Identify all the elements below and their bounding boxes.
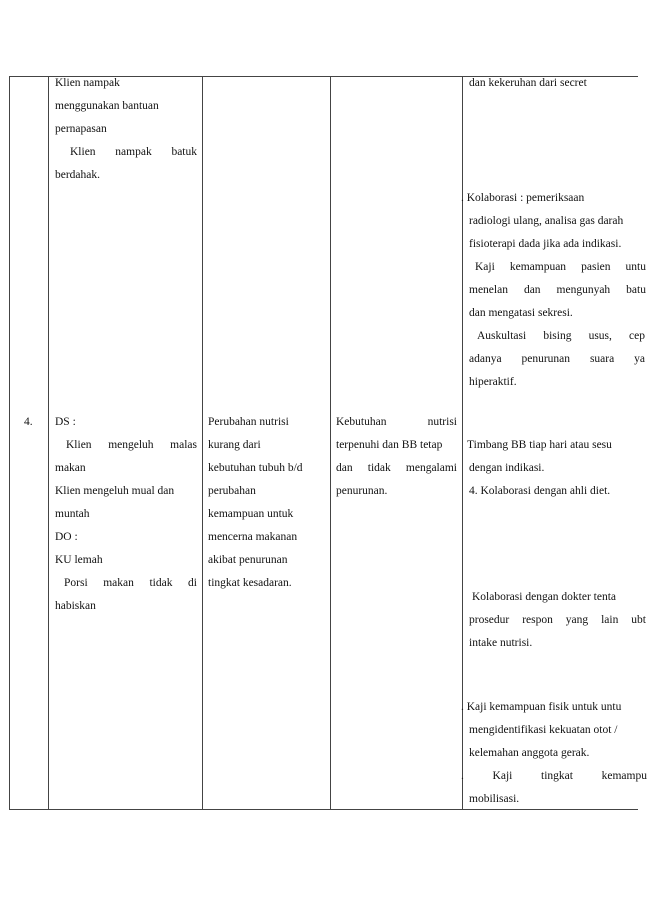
intervention-line-justified (469, 283, 646, 298)
word: ubt (631, 614, 646, 626)
word: bising (543, 330, 572, 342)
word: mengeluh (108, 439, 154, 451)
intervention-line-justified (469, 352, 645, 367)
word: kemampu (601, 770, 647, 782)
goal-line-justified (336, 461, 457, 476)
data-line-justified (66, 438, 197, 453)
word: nampak (115, 146, 152, 158)
data-line: muntah (55, 508, 90, 520)
goal-line-justified (336, 415, 457, 430)
word: adanya (469, 353, 502, 365)
word: Auskultasi (477, 330, 527, 342)
word: yang (565, 614, 589, 626)
word: batu (626, 284, 646, 296)
word: ya (634, 353, 645, 365)
data-line-justified (64, 576, 197, 591)
word: tidak (367, 462, 391, 474)
diagnosis-line: tingkat kesadaran. (208, 577, 292, 589)
word: menelan (469, 284, 508, 296)
word: untu (625, 261, 646, 273)
data-line: Klien mengeluh mual dan (55, 485, 175, 497)
word: respon (522, 614, 553, 626)
word: tingkat (541, 770, 573, 782)
intervention-line-justified (475, 260, 646, 275)
word: mengunyah (556, 284, 611, 296)
word: Klien (66, 439, 92, 451)
diagnosis-line: akibat penurunan (208, 554, 288, 566)
word: malas (170, 439, 197, 451)
intervention-line: mengidentifikasi kekuatan otot / (469, 724, 618, 736)
data-line: menggunakan bantuan (55, 100, 159, 112)
word: cep (629, 330, 645, 342)
intervention-line: 4. Kolaborasi dengan ahli diet. (469, 485, 611, 497)
diagnosis-line: kebutuhan tubuh b/d (208, 462, 303, 474)
diagnosis-line: mencerna makanan (208, 531, 298, 543)
diagnosis-line: Perubahan nutrisi (208, 416, 289, 428)
word: pasien (581, 261, 611, 273)
intervention-line: . Kolaborasi : pemeriksaan (461, 192, 585, 204)
data-line: KU lemah (55, 554, 103, 566)
column-divider (48, 76, 49, 809)
intervention-line: Kolaborasi dengan dokter tenta (472, 591, 617, 603)
word: Porsi (64, 577, 88, 589)
word: Kaji (475, 261, 495, 273)
word: Klien (70, 146, 96, 158)
intervention-line: dan mengatasi sekresi. (469, 307, 573, 319)
table-bottom-border (9, 809, 638, 810)
intervention-line-justified (461, 769, 647, 784)
word: makan (103, 577, 134, 589)
word: penurunan (521, 353, 571, 365)
column-divider (202, 76, 203, 809)
word: mengalami (405, 462, 457, 474)
goal-line: terpenuhi dan BB tetap (336, 439, 443, 451)
ds-label: DS : (55, 416, 76, 428)
intervention-line: hiperaktif. (469, 376, 517, 388)
intervention-line: radiologi ulang, analisa gas darah (469, 215, 624, 227)
intervention-line: mobilisasi. (469, 793, 520, 805)
word: tidak (149, 577, 173, 589)
goal-line: penurunan. (336, 485, 388, 497)
word: . (461, 770, 464, 782)
word: usus, (588, 330, 612, 342)
intervention-line-justified (469, 613, 646, 628)
intervention-line: kelemahan anggota gerak. (469, 747, 590, 759)
word: nutrisi (427, 416, 457, 428)
data-line: habiskan (55, 600, 96, 612)
word: prosedur (469, 614, 510, 626)
word: batuk (171, 146, 197, 158)
diagnosis-line: kurang dari (208, 439, 261, 451)
row-number: 4. (24, 416, 33, 428)
word: Kaji (492, 770, 513, 782)
word: dan (523, 284, 541, 296)
word: kemampuan (509, 261, 567, 273)
column-divider (330, 76, 331, 809)
intervention-line: . Kaji kemampuan fisik untuk untu (461, 701, 622, 713)
word: dan (336, 462, 353, 474)
word: Kebutuhan (336, 416, 387, 428)
diagnosis-line: perubahan (208, 485, 256, 497)
data-line: pernapasan (55, 123, 107, 135)
word: lain (601, 614, 619, 626)
column-divider (9, 76, 10, 809)
intervention-line: intake nutrisi. (469, 637, 533, 649)
intervention-line-justified (477, 329, 645, 344)
intervention-line: Timbang BB tiap hari atau sesu (467, 439, 612, 451)
data-line: makan (55, 462, 86, 474)
data-line-justified (70, 145, 197, 160)
word: di (188, 577, 197, 589)
word: suara (589, 353, 615, 365)
data-line: Klien nampak (55, 77, 120, 89)
intervention-line: dan kekeruhan dari secret (469, 77, 587, 89)
intervention-line: dengan indikasi. (469, 462, 545, 474)
intervention-line: fisioterapi dada jika ada indikasi. (469, 238, 622, 250)
diagnosis-line: kemampuan untuk (208, 508, 294, 520)
do-label: DO : (55, 531, 78, 543)
data-line: berdahak. (55, 169, 101, 181)
